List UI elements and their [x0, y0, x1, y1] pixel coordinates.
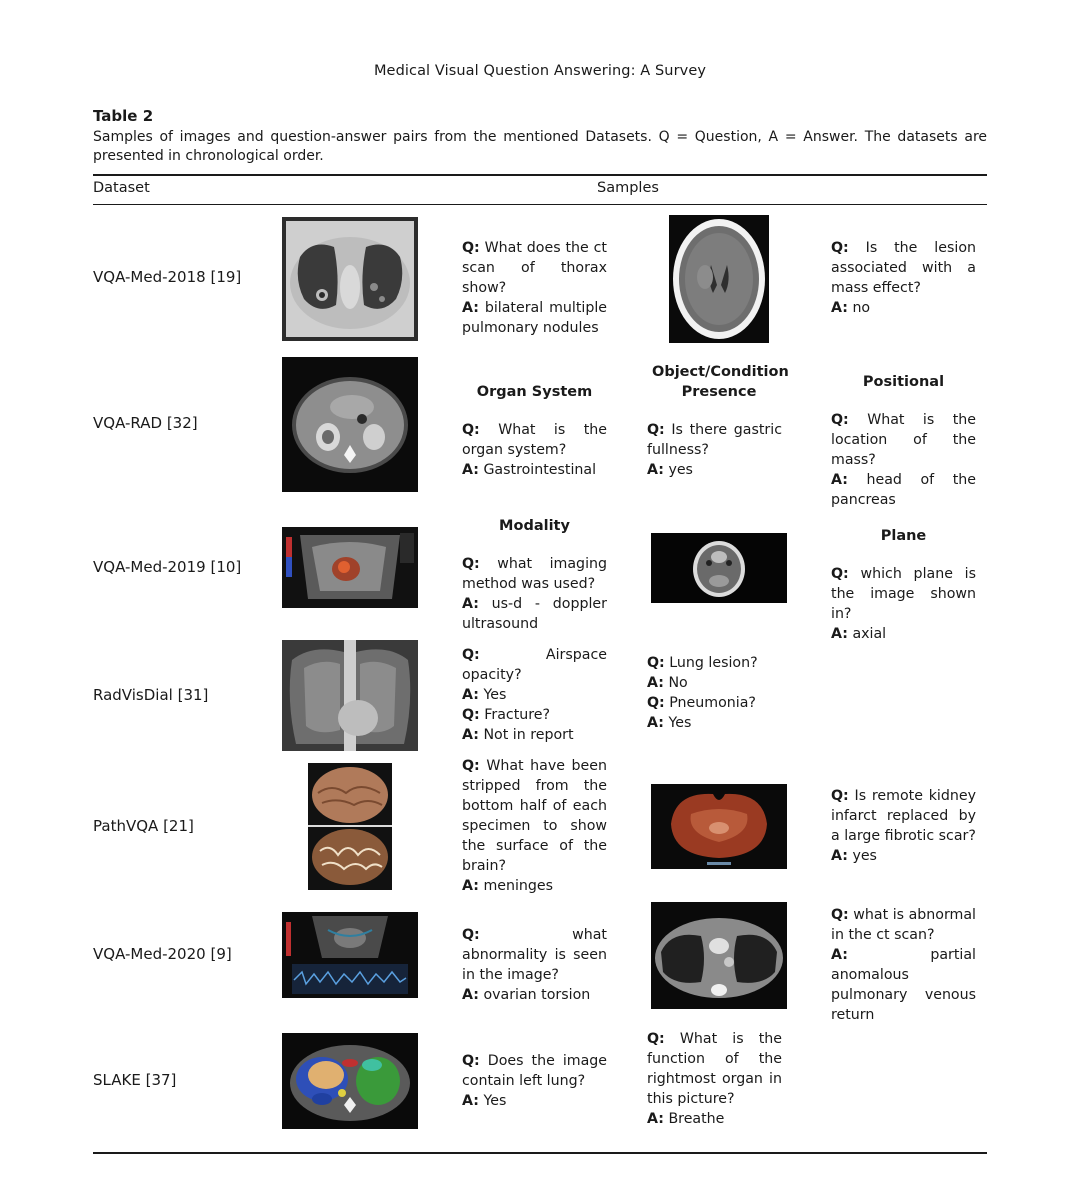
column-header-samples: Samples [597, 180, 659, 196]
bottom-rule [93, 1152, 987, 1154]
chest-xray-image [282, 640, 418, 751]
qa-sample: Q: Lung lesion? A: No Q: Pneumonia? A: Yes [647, 655, 758, 731]
header-rule [93, 204, 987, 205]
doppler-ultrasound-image [282, 527, 418, 608]
qa-sample: Q: What does the ct scan of thorax show? A: bilateral multiple pulmonary nodules [462, 240, 607, 336]
kidney-specimen-image [651, 784, 787, 869]
dataset-name: SLAKE [37] [93, 1071, 177, 1089]
ovarian-ultrasound-image [282, 912, 418, 998]
qa-sample: Q: what abnormality is seen in the image? A: ovarian torsion [462, 927, 607, 1003]
dataset-name: VQA-Med-2020 [9] [93, 945, 232, 963]
dataset-name: RadVisDial [31] [93, 686, 209, 704]
qa-sample: Q: what imaging method was used? A: us-d - doppler ultrasound [462, 556, 608, 632]
qa-sample: Q: What is the function of the rightmost organ in this picture? A: Breathe [647, 1031, 782, 1127]
category-label: Plane [880, 528, 927, 544]
qa-sample: Q: Is there gastric fullness? A: yes [647, 422, 782, 478]
ct-head-image [669, 215, 769, 343]
qa-sample: Q: What is the location of the mass? A: head of the pancreas [831, 412, 976, 508]
dataset-name: PathVQA [21] [93, 817, 194, 835]
qa-sample: Q: Does the image contain left lung? A: Yes [462, 1053, 608, 1109]
running-title: Medical Visual Question Answering: A Survey [373, 63, 707, 79]
chest-ct-image [651, 902, 787, 1009]
brain-specimen-image [308, 763, 392, 890]
category-label: Modality [499, 518, 570, 534]
category-label: Positional [862, 374, 945, 390]
top-rule [93, 174, 987, 176]
dataset-name: VQA-RAD [32] [93, 414, 198, 432]
qa-sample: Q: Airspace opacity? A: Yes Q: Fracture? A: Not in report [462, 647, 607, 743]
dataset-name: VQA-Med-2019 [10] [93, 558, 242, 576]
abdominal-ct-image [282, 357, 418, 492]
ct-thorax-image [282, 217, 418, 341]
qa-sample: Q: What have been stripped from the bottom half of each specimen to show the surface of the brain? A: meninges [462, 758, 607, 894]
qa-sample: Q: What is the organ system? A: Gastrointestinal [462, 422, 607, 478]
qa-sample: Q: which plane is the image shown in? A: axial [831, 566, 976, 642]
segmented-ct-image [282, 1033, 418, 1129]
category-label: Object/Condition Presence [652, 364, 789, 400]
qa-sample: Q: Is the lesion associated with a mass effect? A: no [831, 240, 976, 316]
table-label: Table 2 [93, 107, 154, 125]
dataset-name: VQA-Med-2018 [19] [93, 268, 242, 286]
column-header-dataset: Dataset [93, 180, 150, 196]
qa-sample: Q: what is abnormal in the ct scan? A: partial anomalous pulmonary venous return [831, 907, 976, 1023]
axial-head-ct-image [651, 533, 787, 603]
table-caption: Samples of images and question-answer pairs from the mentioned Datasets. Q = Question, A = Answer. The datasets are presented in chronological order. [93, 129, 987, 164]
qa-sample: Q: Is remote kidney infarct replaced by a large fibrotic scar? A: yes [831, 788, 977, 864]
category-label: Organ System [476, 384, 593, 400]
